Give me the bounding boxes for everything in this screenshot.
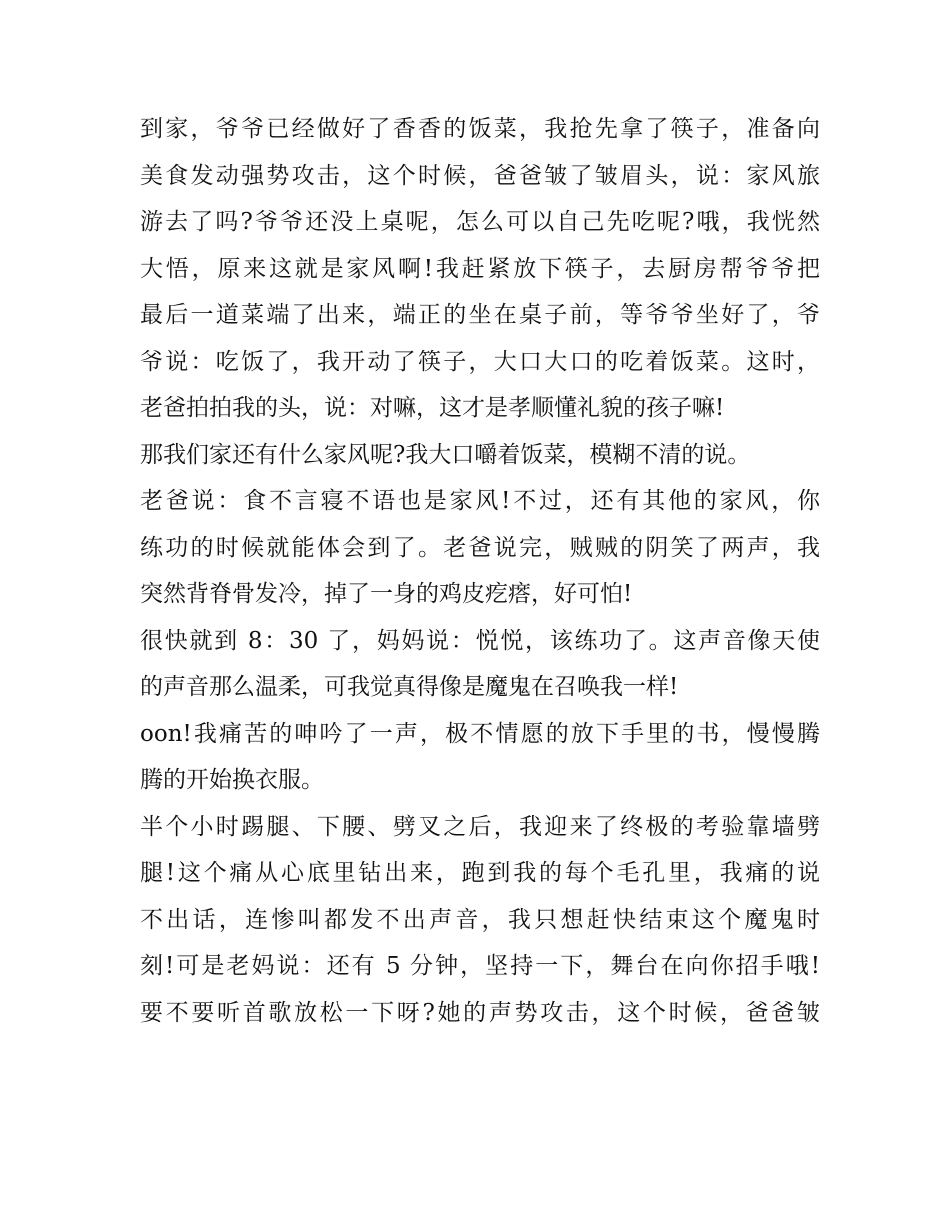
text-line: 刻!可是老妈说：还有 5 分钟，坚持一下，舞台在向你招手哦! [140,953,820,979]
text-line: 美食发动强势攻击，这个时候，爸爸皱了皱眉头，说：家风旅 [140,162,820,189]
text-line: 突然背脊骨发冷，掉了一身的鸡皮疙瘩，好可怕! [140,581,633,607]
text-line: 要不要听首歌放松一下呀?她的声势攻击，这个时候，爸爸皱 [140,999,820,1026]
text-line: 半个小时踢腿、下腰、劈叉之后，我迎来了终极的考验靠墙劈 [140,813,820,840]
text-line: 的声音那么温柔，可我觉真得像是魔鬼在召唤我一样! [140,674,679,700]
text-line: 最后一道菜端了出来，端正的坐在桌子前，等爷爷坐好了，爷 [140,302,820,328]
text-line: 游去了吗?爷爷还没上桌呢，怎么可以自己先吃呢?哦，我恍然 [140,209,820,235]
text-line: 到家，爷爷已经做好了香香的饭菜，我抢先拿了筷子，准备向 [140,116,820,142]
text-line: 老爸拍拍我的头，说：对嘛，这才是孝顺懂礼貌的孩子嘛! [140,395,725,421]
text-line: 不出话，连惨叫都发不出声音，我只想赶快结束这个魔鬼时 [140,906,820,933]
text-line: 老爸说：食不言寝不语也是家风!不过，还有其他的家风，你 [140,488,820,514]
text-line: 爷说：吃饭了，我开动了筷子，大口大口的吃着饭菜。这时， [140,348,820,375]
text-line: 腿!这个痛从心底里钻出来，跑到我的每个毛孔里，我痛的说 [140,860,820,886]
body-text [140,106,820,1036]
text-line: oon!我痛苦的呻吟了一声，极不情愿的放下手里的书，慢慢腾 [140,720,820,747]
text-line: 腾的开始换衣服。 [140,767,324,793]
text-line: 很快就到 8：30 了，妈妈说：悦悦，该练功了。这声音像天使 [140,627,820,654]
text-line: 大悟，原来这就是家风啊!我赶紧放下筷子，去厨房帮爷爷把 [140,255,820,282]
text-line: 练功的时候就能体会到了。老爸说完，贼贼的阴笑了两声，我 [140,534,820,561]
text-line: 那我们家还有什么家风呢?我大口嚼着饭菜，模糊不清的说。 [140,441,751,468]
